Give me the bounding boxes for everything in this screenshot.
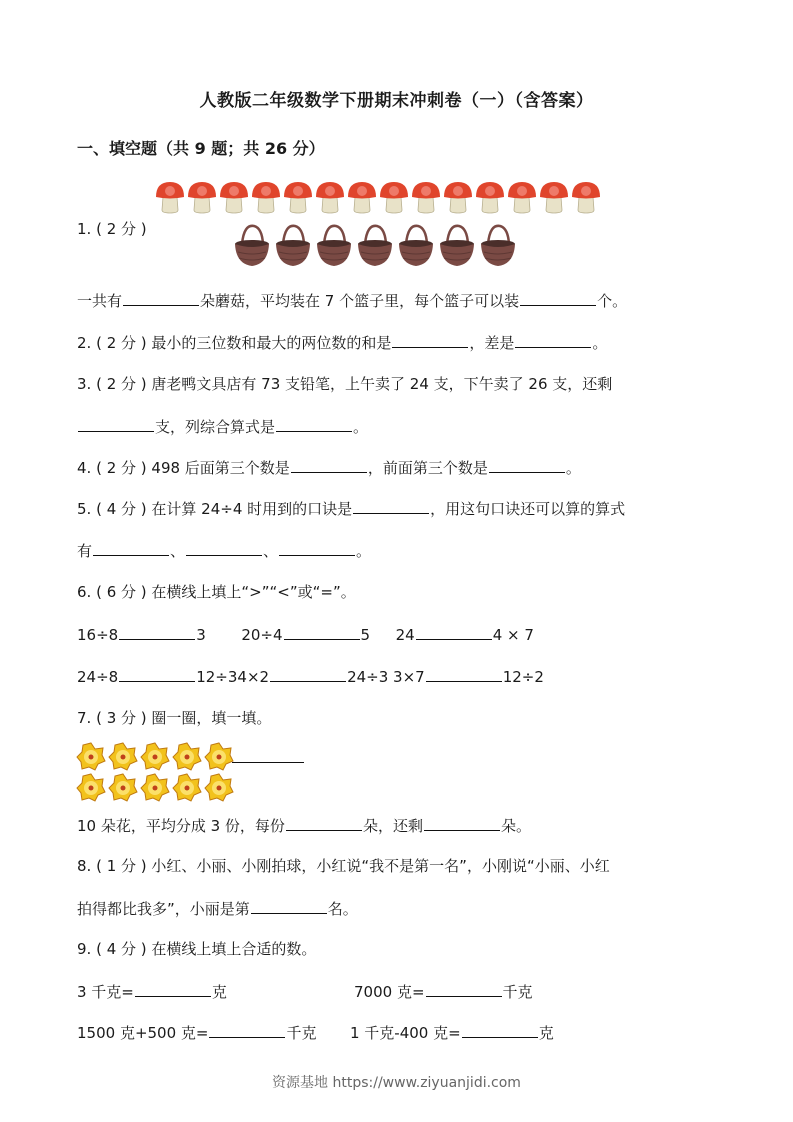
section-title: 一、填空题（共 9 题；共 26 分） [77, 139, 325, 158]
q3-text: 。 [353, 418, 369, 436]
question-3 [77, 374, 612, 394]
q5-text: 5. ( 4 分 ) 在计算 24÷4 时用到的口诀是 [77, 500, 353, 518]
expr: 24 [395, 626, 415, 644]
question-1 [77, 290, 627, 311]
question-2 [77, 332, 607, 353]
basket-icon [316, 222, 352, 270]
answer-blank[interactable] [392, 332, 468, 348]
q6-text: 6. ( 6 分 ) 在横线上填上“>”“<”或“=”。 [77, 583, 356, 601]
expr: 5 [360, 626, 371, 644]
basket-icon [439, 222, 475, 270]
q5-text: ，用这句口诀还可以算的算式 [430, 500, 626, 518]
q4-text: 。 [565, 459, 581, 477]
q9-text: 千克 [502, 983, 533, 1001]
answer-blank[interactable] [135, 981, 211, 997]
q8-text: 拍得都比我多”，小丽是第 [77, 900, 250, 918]
answer-blank[interactable] [279, 540, 355, 556]
q5-text: 。 [356, 542, 372, 560]
expr: 3×7 [393, 668, 425, 686]
q6-row-2 [77, 666, 544, 687]
basket-icon [357, 222, 393, 270]
footer-watermark: 资源基地 https://www.ziyuanjidi.com [272, 1075, 521, 1091]
q7-text: 7. ( 3 分 ) 圈一圈，填一填。 [77, 709, 272, 727]
answer-blank[interactable] [489, 457, 565, 473]
expr: 24÷8 [77, 668, 119, 686]
flower-icon [172, 773, 202, 802]
mushroom-icon [442, 179, 474, 215]
answer-blank[interactable] [353, 498, 429, 514]
q2-text: 。 [592, 334, 608, 352]
q9-text: 3 千克= [77, 983, 134, 1001]
question-6 [77, 582, 356, 602]
q8-text: 名。 [327, 900, 358, 918]
mushroom-icon [314, 179, 346, 215]
expr: 16÷8 [77, 626, 119, 644]
basket-row [234, 222, 516, 270]
answer-blank[interactable] [186, 540, 262, 556]
question-7 [77, 708, 271, 728]
flower-icon [140, 742, 170, 771]
flower-icon [140, 773, 170, 802]
question-8 [77, 856, 610, 876]
mushroom-icon [474, 179, 506, 215]
mushroom-icon [538, 179, 570, 215]
expr: 20÷4 [241, 626, 283, 644]
q9-item-2 [354, 981, 533, 1002]
mushroom-icon [250, 179, 282, 215]
q7-text: 朵，还剩 [362, 817, 423, 835]
q5-text: 、 [263, 542, 279, 560]
q1-text: 朵蘑菇，平均装在 7 个篮子里，每个篮子可以装 [200, 292, 520, 310]
flower-icon [76, 742, 106, 771]
flower-icon [76, 773, 106, 802]
answer-blank[interactable] [426, 981, 502, 997]
flower-icon [172, 742, 202, 771]
expr: 3 [196, 626, 206, 644]
q2-text: ，差是 [469, 334, 515, 352]
mushroom-icon [410, 179, 442, 215]
q9-text: 1500 克+500 克= [77, 1024, 209, 1042]
page-title: 人教版二年级数学下册期末冲刺卷（一）（含答案） [199, 91, 594, 111]
flower-icon [204, 773, 234, 802]
mushroom-icon [186, 179, 218, 215]
answer-blank[interactable] [426, 666, 502, 682]
q1-text: 一共有 [77, 292, 123, 310]
basket-icon [234, 222, 270, 270]
answer-blank[interactable] [286, 815, 362, 831]
q4-text: 4. ( 2 分 ) 498 后面第三个数是 [77, 459, 290, 477]
expr: 12÷3 [196, 668, 238, 686]
answer-blank[interactable] [123, 290, 199, 306]
q8-text: 8. ( 1 分 ) 小红、小丽、小刚拍球，小红说“我不是第一名”，小刚说“小丽、小红 [77, 857, 610, 875]
answer-blank[interactable] [291, 457, 367, 473]
expr: 4×2 [237, 668, 270, 686]
q9-text: 1 千克-400 克= [350, 1024, 461, 1042]
basket-icon [275, 222, 311, 270]
answer-blank[interactable] [520, 290, 596, 306]
mushroom-icon [218, 179, 250, 215]
flower-icon [108, 742, 138, 771]
q9-item-1 [77, 981, 227, 1002]
q5-text: 有 [77, 542, 93, 560]
q1-label: 1. ( 2 分 ) [77, 220, 147, 238]
q6-row-1 [77, 624, 534, 645]
q9-text: 9. ( 4 分 ) 在横线上填上合适的数。 [77, 940, 317, 958]
flower-icon [204, 742, 234, 771]
answer-blank[interactable] [119, 624, 195, 640]
mushroom-icon [506, 179, 538, 215]
answer-blank[interactable] [270, 666, 346, 682]
flower-icon [108, 773, 138, 802]
answer-blank[interactable] [462, 1022, 538, 1038]
expr: 24÷3 [347, 668, 389, 686]
answer-blank[interactable] [424, 815, 500, 831]
answer-blank[interactable] [78, 416, 154, 432]
answer-blank[interactable] [232, 762, 304, 763]
q4-text: ，前面第三个数是 [367, 459, 488, 477]
flower-grid [76, 742, 234, 804]
question-3-cont [77, 416, 368, 437]
mushroom-icon [282, 179, 314, 215]
mushroom-icon [378, 179, 410, 215]
q9-text: 克 [211, 983, 227, 1001]
answer-blank[interactable] [416, 624, 492, 640]
q3-text: 支，列综合算式是 [155, 418, 276, 436]
q3-text: 3. ( 2 分 ) 唐老鸭文具店有 73 支铅笔，上午卖了 24 支，下午卖了 26 支，还剩 [77, 375, 613, 393]
q9-text: 千克 [286, 1024, 317, 1042]
q1-text: 个。 [597, 292, 628, 310]
q5-text: 、 [170, 542, 186, 560]
q9-item-4 [350, 1022, 554, 1043]
mushroom-icon [154, 179, 186, 215]
mushroom-row [154, 179, 602, 215]
basket-icon [480, 222, 516, 270]
question-5-cont [77, 540, 371, 561]
answer-blank[interactable] [119, 666, 195, 682]
question-8-cont [77, 898, 358, 919]
answer-blank[interactable] [276, 416, 352, 432]
answer-blank[interactable] [284, 624, 360, 640]
answer-blank[interactable] [515, 332, 591, 348]
q7-text: 朵。 [500, 817, 531, 835]
q9-text: 克 [538, 1024, 554, 1042]
q9-item-3 [77, 1022, 317, 1043]
expr: 4 × 7 [492, 626, 534, 644]
mushroom-icon [570, 179, 602, 215]
q2-text: 2. ( 2 分 ) 最小的三位数和最大的两位数的和是 [77, 334, 392, 352]
answer-blank[interactable] [93, 540, 169, 556]
answer-blank[interactable] [209, 1022, 285, 1038]
question-9 [77, 939, 316, 959]
question-5 [77, 498, 625, 519]
question-4 [77, 457, 581, 478]
basket-icon [398, 222, 434, 270]
q9-text: 7000 克= [354, 983, 425, 1001]
expr: 12÷2 [502, 668, 544, 686]
mushroom-icon [346, 179, 378, 215]
q7-text: 10 朵花，平均分成 3 份，每份 [77, 817, 285, 835]
answer-blank[interactable] [251, 898, 327, 914]
question-7-cont [77, 815, 531, 836]
